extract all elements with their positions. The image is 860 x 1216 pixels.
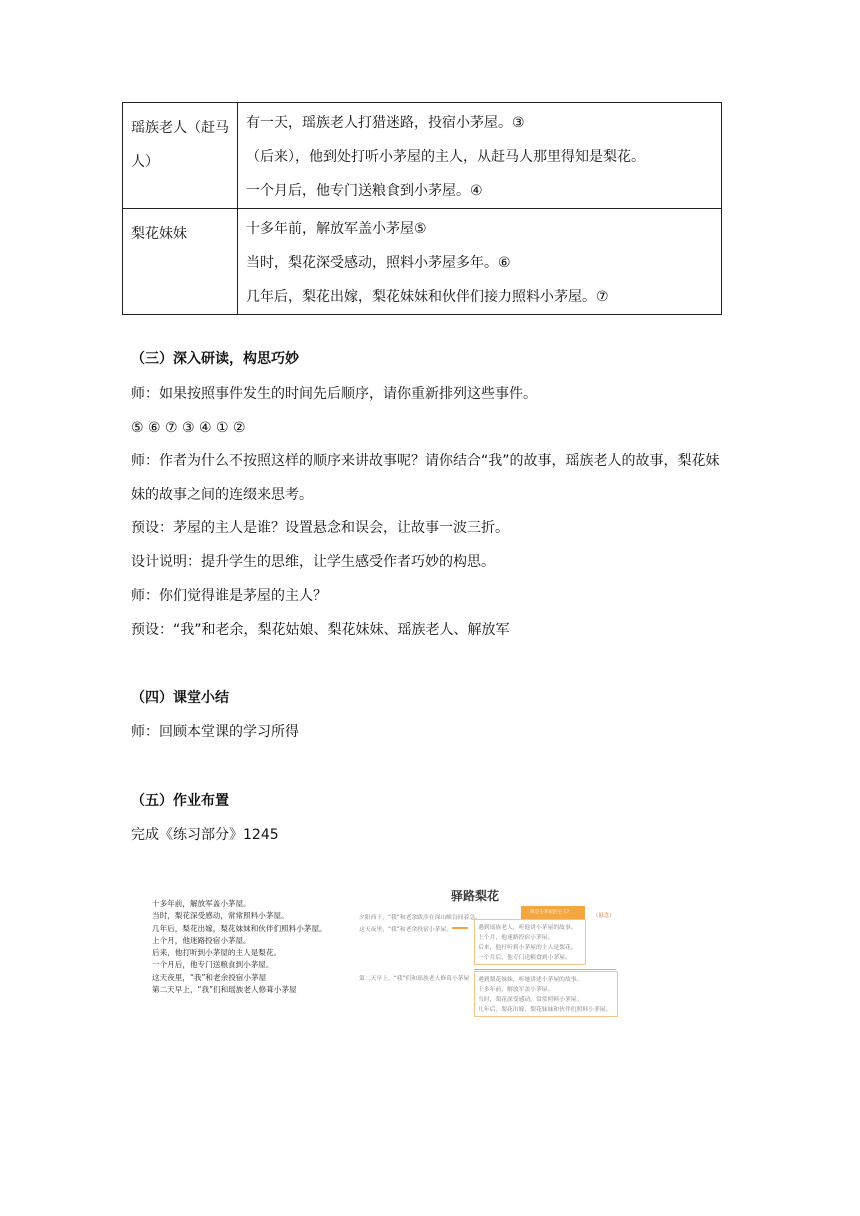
old-man-story-box: 遇到瑶族老人，听他讲小茅屋的故事。 上个月，他迷路投宿小茅屋。 后来，他打听到小茅屋的主人是梨花。 一个月后，他专门送粮食到小茅屋。 (474, 919, 586, 965)
timeline-line: 这天夜里，“我”和老余投宿小茅屋 (152, 972, 267, 982)
event-line: 十多年前，解放军盖小茅屋⑤ (246, 221, 427, 237)
event-line: （后来），他到处打听小茅屋的主人，从赶马人那里得知是梨花。 (246, 149, 645, 165)
paragraph: 预设：“我”和老余，梨花姑娘、梨花妹妹、瑶族老人、解放军 (131, 622, 510, 638)
section-heading: （三）深入研读，构思巧妙 (131, 351, 299, 367)
event-line: 几年后，梨花出嫁，梨花妹妹和伙伴们接力照料小茅屋。⑦ (246, 289, 609, 305)
events-cell (238, 103, 722, 209)
sister-story-box: 遇到梨花妹妹，听她讲述小茅屋的故事。 十多年前，解放军盖小茅屋。 当时，梨花深受感动，常常照料小茅屋。 几年后，梨花出嫁，梨花妹妹和伙伴们照料小茅屋。 (474, 971, 618, 1017)
timeline-image (152, 898, 342, 996)
paragraph: 完成《练习部分》1245 (131, 827, 279, 843)
timeline-line: 上个月，他迷路投宿小茅屋。 (152, 935, 251, 945)
question-box: 谁是小茅屋的主人? (521, 906, 585, 919)
character-cell: 瑶族老人（赶马人） (123, 103, 238, 209)
arrow-line (452, 927, 468, 929)
figure-left-text: 夕阳西下，“我”和老余跋涉在深山峡谷间着急。 (359, 915, 481, 921)
suspense-label: （悬念） (593, 913, 615, 919)
paragraph: 师：如果按照事件发生的时间先后顺序，请你重新排列这些事件。 (131, 386, 537, 402)
timeline-line: 后来，他打听到小茅屋的主人是梨花。 (152, 948, 282, 958)
paragraph: 预设：茅屋的主人是谁？设置悬念和误会，让故事一波三折。 (131, 520, 509, 536)
figure-title: 驿路梨花 (451, 889, 500, 903)
table-row (123, 209, 722, 315)
events-table (122, 102, 722, 315)
timeline-line: 一个月后，他专门送粮食到小茅屋。 (152, 960, 274, 970)
order-sequence: ⑤ ⑥ ⑦ ③ ④ ① ② (131, 420, 246, 436)
timeline-line: 十多年前，解放军盖小茅屋。 (152, 899, 251, 908)
character-cell: 梨花妹妹 (123, 209, 238, 315)
design-note: 设计说明：提升学生的思维，让学生感受作者巧妙的构思。 (131, 554, 495, 570)
timeline-line: 第二天早上，“我”们和瑶族老人修葺小茅屋 (152, 985, 297, 995)
events-cell (238, 209, 722, 315)
paragraph: 师：作者为什么不按照这样的顺序来讲故事呢？请你结合“我”的故事，瑶族老人的故事，梨花妹妹的故事之间的连缀来思考。 (131, 453, 720, 503)
event-line: 有一天，瑶族老人打猎迷路，投宿小茅屋。③ (246, 115, 525, 131)
section-heading: （四）课堂小结 (131, 690, 229, 706)
figure-left-text: 这天夜里，“我”和老余投宿小茅屋。 (359, 927, 452, 933)
timeline-line: 当时，梨花深受感动，常常照料小茅屋。 (152, 911, 289, 921)
paragraph: 师：你们觉得谁是茅屋的主人？ (131, 588, 327, 604)
section-heading: （五）作业布置 (131, 793, 229, 809)
divider (474, 969, 616, 970)
event-line: 当时，梨花深受感动，照料小茅屋多年。⑥ (246, 255, 511, 271)
paragraph: 师：回顾本堂课的学习所得 (131, 724, 299, 740)
table-row (123, 103, 722, 209)
timeline-line: 几年后，梨花出嫁，梨花妹妹和伙伴们照料小茅屋。 (152, 923, 327, 933)
story-structure-figure (355, 880, 620, 1015)
event-line: 一个月后，他专门送粮食到小茅屋。④ (246, 183, 483, 199)
figure-left-text: 第二天早上，“我”们和瑶族老人修葺小茅屋 (359, 976, 470, 982)
